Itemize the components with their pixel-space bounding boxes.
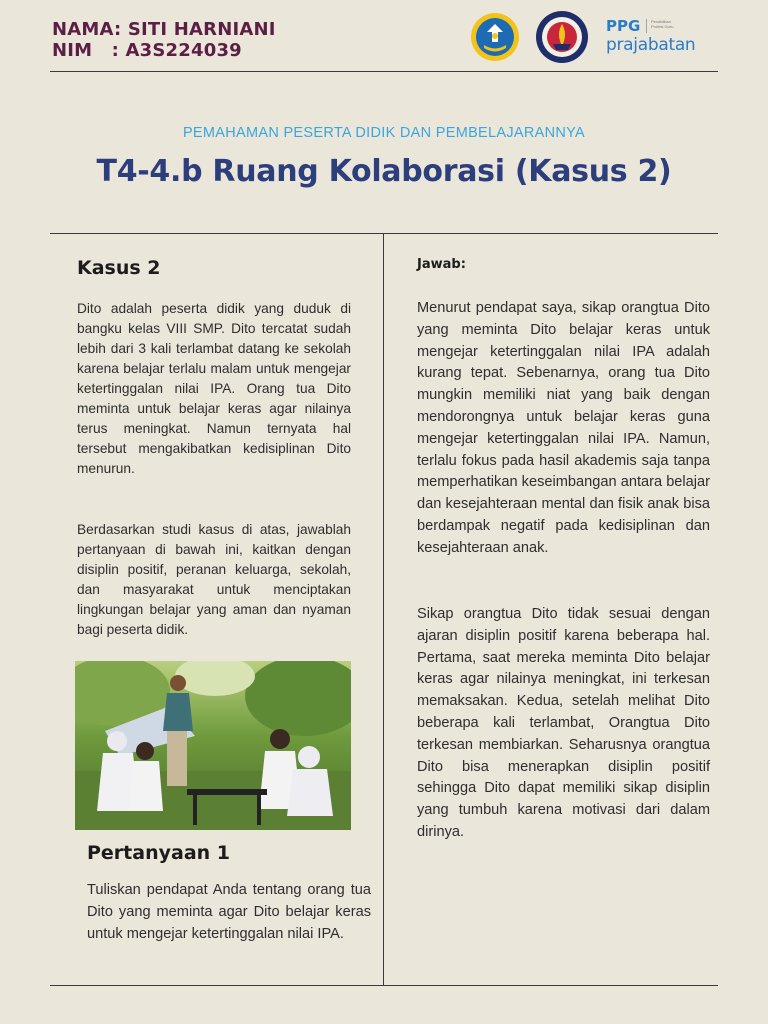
column-divider <box>383 233 384 985</box>
answer-label: Jawab: <box>417 257 466 272</box>
universitas-halu-oleo-logo <box>535 10 589 64</box>
case-text: Dito adalah peserta didik yang duduk di bangku kelas VIII SMP. Dito tercatat sudah lebih dari 3 kali terlambat datang ke sekolah karena belajar terlalu malam untuk mengejar ketertinggalan nilai IPA. Orang tua Dito meminta untuk belajar keras agar nilainya terus meningkat. Namun ternyata hal tersebut mengakibatkan kedisiplinan Dito menurun. <box>77 301 351 476</box>
student-nim: NIM : A3S224039 <box>52 40 242 61</box>
students-outdoor-discussion-photo <box>75 661 351 830</box>
prajabatan-label: prajabatan <box>606 35 696 55</box>
question-text: Tuliskan pendapat Anda tentang orang tua Dito yang meminta agar Dito belajar keras untuk mengejar ketertinggalan nilai IPA. <box>87 882 371 942</box>
case-heading: Kasus 2 <box>77 257 161 279</box>
content-top-divider <box>50 233 718 234</box>
ppg-prajabatan-logo <box>606 17 718 61</box>
ppg-divider <box>646 19 647 33</box>
answer-paragraph-2: Sikap orangtua Dito tidak sesuai dengan ajaran disiplin positif karena beberapa hal. Pertama, saat mereka meminta Dito belajar keras agar nilainya meningkat, ini terkesan memaksakan. Kedua, setelah melihat Dito beberapa kali terlambat, Orangtua Dito terkesan membiarkan. Seharusnya orangtua Dito bisa menerapkan disiplin positif sehingga Dito dapat memiliki sikap disiplin yang tumbuh karena motivasi dari dalam dirinya. <box>417 606 710 840</box>
content-bottom-divider <box>50 985 718 986</box>
ppg-label: PPG <box>606 17 641 35</box>
page-title: T4-4.b Ruang Kolaborasi (Kasus 2) <box>96 154 672 189</box>
student-name: NAMA: SITI HARNIANI <box>52 19 276 40</box>
question-heading: Pertanyaan 1 <box>87 842 231 864</box>
course-subtitle: PEMAHAMAN PESERTA DIDIK DAN PEMBELAJARANNYA <box>182 125 586 141</box>
tut-wuri-handayani-logo <box>470 12 520 62</box>
ppg-small-text: Pendidikan Profesi Guru <box>651 19 674 29</box>
header-divider <box>50 71 718 72</box>
instruction-text: Berdasarkan studi kasus di atas, jawablah pertanyaan di bawah ini, kaitkan dengan disiplin positif, peranan keluarga, sekolah, dan masyarakat untuk menciptakan lingkungan belajar yang aman dan nyaman bagi peserta didik. <box>77 522 351 637</box>
answer-paragraph-1: Menurut pendapat saya, sikap orangtua Dito yang meminta Dito belajar keras untuk mengejar ketertinggalan nilai IPA adalah kurang tepat. Sebenarnya, orang tua Dito mungkin memiliki niat yang baik dengan mendorongnya untuk belajar keras guna mengejar ketertinggalan nilai IPA. Namun, terlalu fokus pada hasil akademis saja tanpa memperhatikan keseimbangan antara belajar dan kesejahteraan mental dan fisik anak bisa berdampak negatif pada kedisiplinan dan kesejahteraan anak. <box>417 300 710 556</box>
